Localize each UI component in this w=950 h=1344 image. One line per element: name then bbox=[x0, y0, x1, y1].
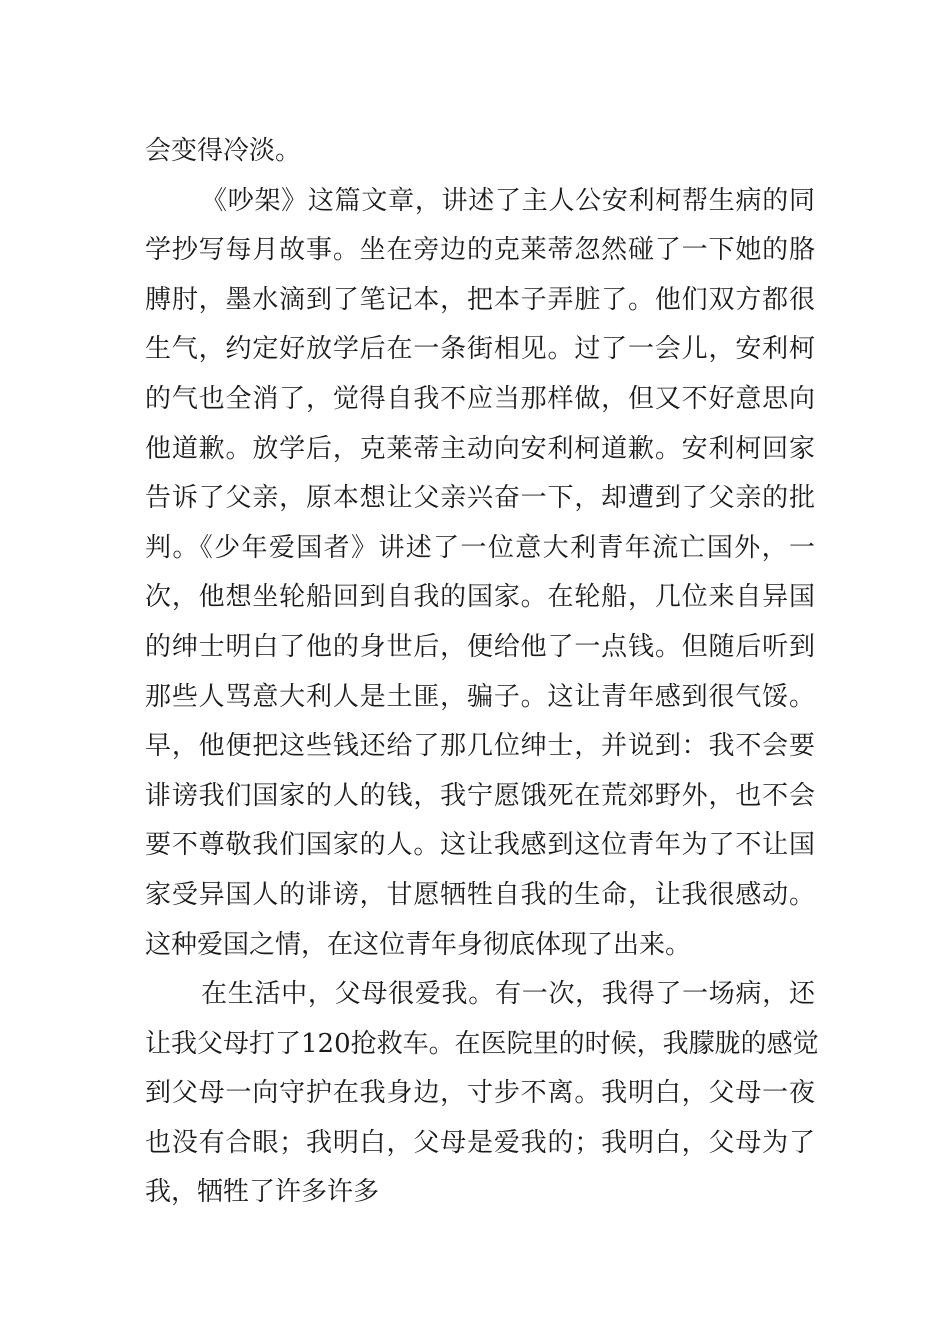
paragraph-line: 次，他想坐轮船回到自我的国家。在轮船，几位来自异国 bbox=[145, 582, 815, 613]
paragraph-line: 他道歉。放学后，克莱蒂主动向安利柯道歉。安利柯回家 bbox=[145, 433, 815, 464]
paragraph-line: 会变得冷淡。 bbox=[145, 136, 302, 166]
body-text bbox=[145, 127, 819, 1218]
paragraph-line: 要不尊敬我们国家的人。这让我感到这位青年为了不让国 bbox=[145, 830, 815, 861]
paragraph-line: 到父母一向守护在我身边，寸步不离。我明白，父母一夜 bbox=[145, 1078, 815, 1109]
paragraph-line: 膊肘，墨水滴到了笔记本，把本子弄脏了。他们双方都很 bbox=[145, 284, 815, 315]
paragraph-line: 这种爱国之情，在这位青年身彻底体现了出来。 bbox=[145, 929, 692, 960]
paragraph-line: 学抄写每月故事。坐在旁边的克莱蒂忽然碰了一下她的胳 bbox=[145, 235, 815, 266]
paragraph-line: 生气，约定好放学后在一条街相见。过了一会儿，安利柯 bbox=[145, 334, 815, 365]
paragraph-line: 《吵架》这篇文章，讲述了主人公安利柯帮生病的同 bbox=[201, 185, 815, 216]
paragraph-line: 在生活中，父母很爱我。有一次，我得了一场病，还 bbox=[201, 979, 815, 1010]
paragraph-line: 早，他便把这些钱还给了那几位绅士，并说到：我不会要 bbox=[145, 731, 815, 762]
paragraph-line: 让我父母打了120抢救车。在医院里的时候，我朦胧的感觉 bbox=[145, 1028, 819, 1059]
paragraph-line: 诽谤我们国家的人的钱，我宁愿饿死在荒郊野外，也不会 bbox=[145, 780, 815, 811]
paragraph-line: 家受异国人的诽谤，甘愿牺牲自我的生命，让我很感动。 bbox=[145, 879, 815, 910]
paragraph-line: 判。《少年爱国者》讲述了一位意大利青年流亡国外，一 bbox=[145, 532, 815, 563]
paragraph-line: 的气也全消了，觉得自我不应当那样做，但又不好意思向 bbox=[145, 383, 815, 414]
paragraph-line: 那些人骂意大利人是土匪，骗子。这让青年感到很气馁。 bbox=[145, 681, 815, 712]
paragraph-line: 告诉了父亲，原本想让父亲兴奋一下，却遭到了父亲的批 bbox=[145, 483, 815, 514]
paragraph-line: 也没有合眼；我明白，父母是爱我的；我明白，父母为了 bbox=[145, 1127, 815, 1158]
paragraph-line: 我，牺牲了许多许多 bbox=[145, 1177, 380, 1208]
paragraph-line: 的绅士明白了他的身世后，便给他了一点钱。但随后听到 bbox=[145, 631, 815, 662]
